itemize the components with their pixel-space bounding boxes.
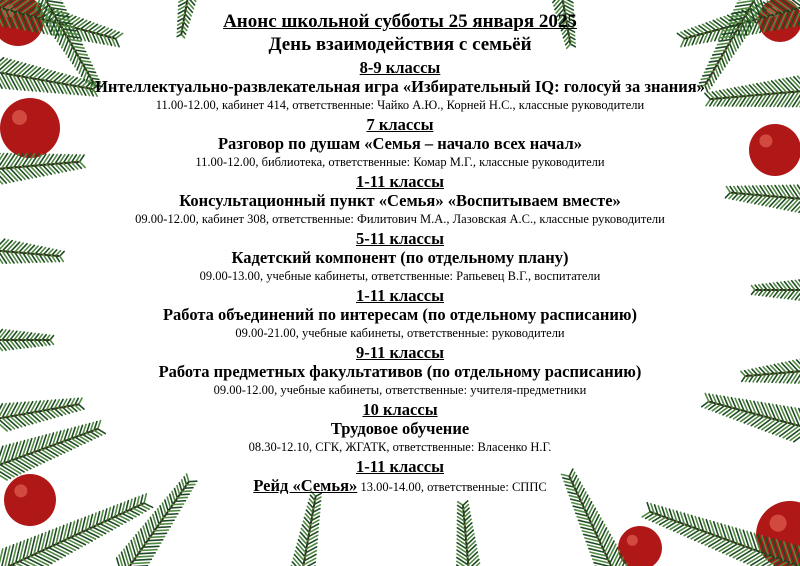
event-section-6	[0, 343, 800, 398]
pine-needle	[67, 539, 82, 547]
page-title: Анонс школьной субботы 25 января 2025	[223, 11, 577, 32]
pine-needle	[161, 520, 174, 521]
pine-needle	[145, 543, 161, 544]
pine-needle	[681, 527, 692, 534]
pine-needle	[457, 558, 468, 565]
pine-needle	[167, 497, 170, 508]
pine-needle	[297, 543, 305, 552]
pine-needle	[601, 531, 608, 545]
pine-needle	[138, 553, 155, 554]
event-section-5	[0, 286, 800, 341]
event-details: 09.00-12.00, учебные кабинеты, ответственные: учителя-предметники	[213, 383, 587, 397]
event-title: Трудовое обучение	[330, 419, 470, 438]
pine-needle	[150, 537, 165, 538]
pine-needle	[688, 530, 700, 537]
event-section-3	[0, 172, 800, 227]
event-title: Работа объединений по интересам (по отдельному расписанию)	[162, 305, 638, 324]
pine-needle	[598, 525, 605, 538]
event-section-8	[0, 457, 800, 497]
pine-needle	[170, 507, 181, 508]
event-line	[0, 476, 800, 497]
pine-needle	[600, 528, 607, 542]
pine-needle	[458, 502, 463, 506]
pine-needle	[457, 550, 468, 557]
event-title: Кадетский компонент (по отдельному плану)	[231, 248, 569, 267]
event-title: Интеллектуально-развлекательная игра «Избирательный IQ: голосуй за знания»	[95, 77, 705, 96]
pine-needle	[295, 551, 304, 561]
page-subtitle: День взаимодействия с семьёй	[268, 34, 532, 55]
pine-needle	[467, 541, 475, 549]
ornament-highlight	[627, 535, 638, 546]
pine-needle	[298, 540, 306, 549]
pine-needle	[152, 533, 166, 534]
pine-needle	[93, 527, 106, 533]
pine-needle	[737, 1, 754, 3]
pine-needle	[134, 559, 152, 560]
pine-needle	[736, 4, 752, 6]
pine-needle	[89, 529, 102, 536]
pine-needle	[677, 526, 688, 533]
event-details: 11.00-12.00, библиотека, ответственные: Комар М.Г., классные руководители	[195, 155, 605, 169]
grade-label: 1-11 классы	[355, 457, 444, 476]
pine-needle	[141, 550, 157, 551]
event-title: Работа предметных факультативов (по отдельному расписанию)	[158, 362, 642, 381]
pine-needle	[467, 545, 476, 553]
event-title: Рейд «Семья»	[253, 476, 358, 495]
pine-needle	[173, 504, 184, 505]
pine-needle	[71, 537, 86, 544]
grade-label: 7 классы	[366, 115, 434, 134]
pine-needle	[177, 497, 187, 498]
pine-needle	[164, 517, 176, 518]
event-details: 08.30-12.10, СГК, ЖГАТК, ответственные: Власенко Н.Г.	[248, 440, 552, 454]
pine-needle	[148, 540, 163, 541]
pine-needle	[605, 538, 612, 553]
ornament-ball	[618, 526, 662, 566]
event-section-1	[0, 58, 800, 113]
grade-label: 1-11 классы	[355, 172, 444, 191]
announcement	[0, 10, 800, 497]
pine-needle	[468, 548, 477, 557]
pine-needle	[166, 514, 178, 515]
pine-needle	[78, 534, 92, 541]
pine-needle	[296, 547, 305, 557]
pine-needle	[159, 524, 172, 525]
pine-needle	[165, 500, 168, 511]
event-section-4	[0, 229, 800, 284]
grade-label: 10 классы	[362, 400, 438, 419]
pine-needle	[596, 521, 602, 534]
pine-needle	[157, 527, 171, 528]
pine-needle	[85, 531, 98, 538]
pine-needle	[463, 501, 468, 505]
pine-needle	[698, 534, 711, 542]
ornament-highlight	[770, 515, 787, 532]
grade-label: 8-9 классы	[359, 58, 441, 77]
pine-needle	[603, 534, 610, 548]
event-section-7	[0, 400, 800, 455]
event-section-2	[0, 115, 800, 170]
event-details: 09.00-21.00, учебные кабинеты, ответственные: руководители	[235, 326, 565, 340]
pine-needle	[136, 556, 153, 557]
pine-needle	[684, 528, 696, 535]
pine-needle	[162, 503, 165, 515]
grade-label: 9-11 классы	[355, 343, 444, 362]
pine-needle	[294, 555, 303, 565]
pine-needle	[131, 563, 149, 564]
pine-needle	[154, 530, 168, 531]
pine-needle	[555, 1, 563, 10]
pine-needle	[143, 546, 159, 547]
pine-needle	[457, 554, 468, 561]
pine-needle	[48, 4, 64, 6]
pine-needle	[168, 510, 180, 511]
pine-needle	[82, 532, 96, 539]
pine-needle	[695, 533, 708, 541]
event-title: Консультационный пункт «Семья» «Воспитываем вместе»	[179, 191, 621, 210]
pine-needle	[46, 1, 63, 3]
pine-needle	[299, 536, 307, 545]
pine-needle	[74, 536, 88, 543]
grade-label: 1-11 классы	[355, 286, 444, 305]
event-details: 09.00-12.00, кабинет 308, ответственные: Филитович М.А., Лазовская А.С., классные руководители	[135, 212, 665, 226]
pine-needle	[175, 501, 185, 502]
pine-needle	[647, 503, 650, 512]
event-details: 13.00-14.00, ответственные: СППС	[357, 480, 547, 494]
event-details: 09.00-13.00, учебные кабинеты, ответственные: Рапьевец В.Г., воспитатели	[199, 269, 601, 283]
pine-needle	[468, 552, 478, 561]
event-details: 11.00-12.00, кабинет 414, ответственные: Чайко А.Ю., Корней Н.С., классные руководители	[155, 98, 645, 112]
event-title: Разговор по душам «Семья – начало всех начал»	[217, 134, 583, 153]
pine-needle	[691, 531, 703, 539]
grade-label: 5-11 классы	[355, 229, 444, 248]
